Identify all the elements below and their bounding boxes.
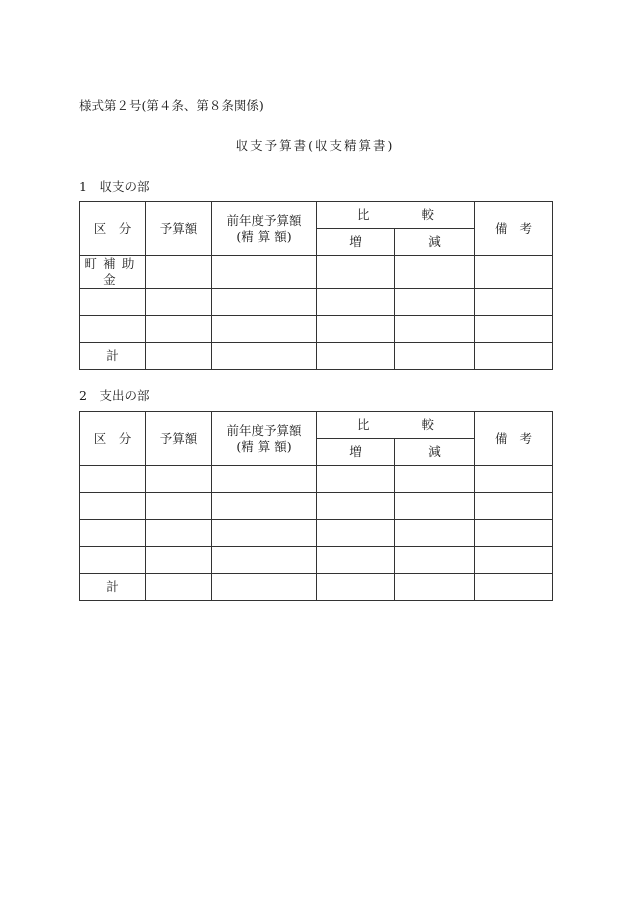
table-row bbox=[80, 493, 553, 520]
header-decrease: 減 bbox=[395, 229, 475, 256]
document-title: 収支予算書(収支精算書) bbox=[235, 138, 395, 153]
table-row bbox=[80, 520, 553, 547]
income-section-title: 1 収支の部 bbox=[79, 179, 150, 194]
header-prev-budget: 前年度予算額 (精 算 額) bbox=[212, 202, 317, 256]
header-kubun: 区 分 bbox=[80, 202, 146, 256]
table-row bbox=[80, 316, 553, 343]
row-label bbox=[80, 289, 146, 316]
header-increase: 増 bbox=[317, 229, 395, 256]
table-row bbox=[80, 256, 553, 289]
expense-section-title: 2 支出の部 bbox=[79, 388, 150, 403]
row-label: 計 bbox=[80, 343, 146, 370]
row-label: 計 bbox=[80, 574, 146, 601]
header-decrease: 減 bbox=[395, 439, 475, 466]
header-comparison: 比 較 bbox=[317, 412, 475, 439]
header-budget: 予算額 bbox=[146, 412, 212, 466]
table-row bbox=[80, 466, 553, 493]
row-label bbox=[80, 520, 146, 547]
row-label bbox=[80, 466, 146, 493]
header-prev-budget: 前年度予算額 (精 算 額) bbox=[212, 412, 317, 466]
header-remarks: 備 考 bbox=[475, 412, 553, 466]
table-row bbox=[80, 547, 553, 574]
header-budget: 予算額 bbox=[146, 202, 212, 256]
table-row-total bbox=[80, 343, 553, 370]
table-row-total bbox=[80, 574, 553, 601]
header-kubun: 区 分 bbox=[80, 412, 146, 466]
header-remarks: 備 考 bbox=[475, 202, 553, 256]
form-number: 様式第２号(第４条、第８条関係) bbox=[79, 98, 264, 113]
income-budget-table bbox=[79, 201, 553, 370]
expense-budget-table bbox=[79, 411, 553, 601]
row-label: 町補助金 bbox=[80, 256, 146, 289]
table-row bbox=[80, 289, 553, 316]
row-label bbox=[80, 316, 146, 343]
header-increase: 増 bbox=[317, 439, 395, 466]
row-label bbox=[80, 547, 146, 574]
header-comparison: 比 較 bbox=[317, 202, 475, 229]
row-label bbox=[80, 493, 146, 520]
